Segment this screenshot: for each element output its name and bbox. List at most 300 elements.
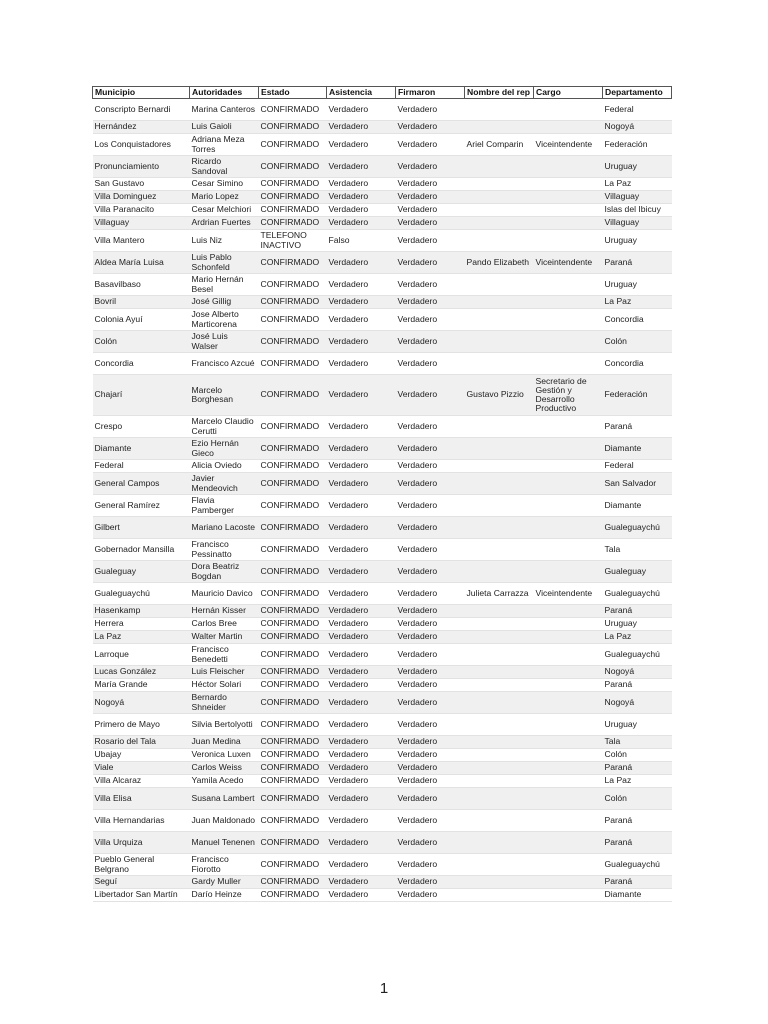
table-cell [465, 438, 534, 460]
table-row [93, 331, 672, 353]
table-cell: Villa Paranacito [93, 204, 190, 217]
table-cell [465, 810, 534, 832]
table-cell: CONFIRMADO [259, 375, 327, 416]
table-cell: Mario Lopez [190, 191, 259, 204]
table-cell: Marina Canteros [190, 99, 259, 121]
table-cell: CONFIRMADO [259, 353, 327, 375]
table-row [93, 561, 672, 583]
table-cell: CONFIRMADO [259, 854, 327, 876]
table-cell: Verdadero [327, 331, 396, 353]
table-cell: Nogoyá [603, 121, 672, 134]
table-cell: Verdadero [327, 605, 396, 618]
table-cell [534, 178, 603, 191]
table-cell: Mauricio Davico [190, 583, 259, 605]
table-cell: Verdadero [396, 666, 465, 679]
table-cell: Verdadero [396, 178, 465, 191]
table-cell: Verdadero [327, 252, 396, 274]
table-cell [534, 517, 603, 539]
table-cell: CONFIRMADO [259, 775, 327, 788]
table-cell: Julieta Carrazza [465, 583, 534, 605]
table-row [93, 736, 672, 749]
table-cell: CONFIRMADO [259, 644, 327, 666]
table-cell [534, 605, 603, 618]
table-cell: CONFIRMADO [259, 296, 327, 309]
table-cell: Verdadero [327, 644, 396, 666]
table-cell: CONFIRMADO [259, 736, 327, 749]
table-cell [465, 296, 534, 309]
column-header: Autoridades [190, 87, 259, 99]
table-cell: Verdadero [327, 217, 396, 230]
table-cell: Gardy Muller [190, 876, 259, 889]
table-cell: Gilbert [93, 517, 190, 539]
table-cell [465, 517, 534, 539]
table-row [93, 217, 672, 230]
table-cell: Verdadero [396, 810, 465, 832]
table-cell: Carlos Weiss [190, 762, 259, 775]
table-cell: Flavia Pamberger [190, 495, 259, 517]
table-row [93, 309, 672, 331]
table-cell [534, 217, 603, 230]
table-cell [465, 736, 534, 749]
table-cell: Verdadero [396, 889, 465, 902]
table-cell [534, 309, 603, 331]
table-cell: CONFIRMADO [259, 666, 327, 679]
table-cell: Verdadero [396, 217, 465, 230]
table-cell: Verdadero [396, 353, 465, 375]
table-cell: Bovril [93, 296, 190, 309]
table-cell: Pando Elizabeth [465, 252, 534, 274]
table-cell [534, 788, 603, 810]
table-cell: Viceintendente [534, 134, 603, 156]
table-row [93, 296, 672, 309]
table-cell: Verdadero [327, 810, 396, 832]
table-cell: Tala [603, 736, 672, 749]
table-cell: Verdadero [327, 854, 396, 876]
table-cell [534, 692, 603, 714]
table-cell: Verdadero [396, 309, 465, 331]
table-row [93, 438, 672, 460]
table-cell: Villa Alcaraz [93, 775, 190, 788]
table-cell [465, 274, 534, 296]
table-cell: Colón [603, 788, 672, 810]
table-cell: Verdadero [327, 134, 396, 156]
table-cell: Colonia Ayuí [93, 309, 190, 331]
table-cell: Uruguay [603, 230, 672, 252]
table-cell: Herrera [93, 618, 190, 631]
table-cell: Verdadero [327, 583, 396, 605]
table-cell: Villa Elisa [93, 788, 190, 810]
table-cell: Islas del Ibicuy [603, 204, 672, 217]
table-cell: Aldea María Luisa [93, 252, 190, 274]
table-cell: Verdadero [327, 353, 396, 375]
table-cell: Verdadero [327, 99, 396, 121]
table-cell [465, 460, 534, 473]
table-cell: San Gustavo [93, 178, 190, 191]
table-cell: Gobernador Mansilla [93, 539, 190, 561]
table-row [93, 692, 672, 714]
table-cell: Dora Beatriz Bogdan [190, 561, 259, 583]
table-cell: Verdadero [396, 156, 465, 178]
table-cell: Verdadero [396, 134, 465, 156]
table-cell: Francisco Fiorotto [190, 854, 259, 876]
table-cell: Yamila Acedo [190, 775, 259, 788]
table-cell: Verdadero [396, 736, 465, 749]
table-cell: Paraná [603, 679, 672, 692]
table-cell: CONFIRMADO [259, 876, 327, 889]
table-cell: Crespo [93, 416, 190, 438]
table-row [93, 714, 672, 736]
table-row [93, 156, 672, 178]
table-row [93, 178, 672, 191]
table-cell: Falso [327, 230, 396, 252]
table-cell: Verdadero [396, 495, 465, 517]
table-cell [534, 631, 603, 644]
table-cell: Concordia [603, 353, 672, 375]
table-cell: Verdadero [396, 561, 465, 583]
table-cell: Libertador San Martín [93, 889, 190, 902]
table-cell: CONFIRMADO [259, 178, 327, 191]
table-cell: Luis Niz [190, 230, 259, 252]
table-cell [534, 832, 603, 854]
table-cell: Villa Dominguez [93, 191, 190, 204]
table-row [93, 605, 672, 618]
column-header: Cargo [534, 87, 603, 99]
table-cell: Verdadero [327, 775, 396, 788]
table-cell: Marcelo Borghesan [190, 375, 259, 416]
table-cell: CONFIRMADO [259, 561, 327, 583]
table-cell: Verdadero [396, 375, 465, 416]
table-row [93, 749, 672, 762]
table-row [93, 204, 672, 217]
table-cell [465, 692, 534, 714]
table-cell: Carlos Bree [190, 618, 259, 631]
table-cell [465, 631, 534, 644]
table-header-row [93, 87, 672, 99]
table-cell: CONFIRMADO [259, 252, 327, 274]
table-cell [534, 156, 603, 178]
table-cell: Verdadero [396, 788, 465, 810]
table-cell: Verdadero [396, 749, 465, 762]
table-cell: Verdadero [396, 605, 465, 618]
table-cell: Verdadero [396, 517, 465, 539]
table-cell: Verdadero [396, 252, 465, 274]
table-cell: Verdadero [396, 99, 465, 121]
table-cell: Verdadero [327, 473, 396, 495]
table-cell [534, 353, 603, 375]
table-cell [465, 679, 534, 692]
column-header: Estado [259, 87, 327, 99]
table-cell: Marcelo Claudio Cerutti [190, 416, 259, 438]
table-cell: Ezio Hernán Gieco [190, 438, 259, 460]
table-row [93, 788, 672, 810]
table-cell: José Gillig [190, 296, 259, 309]
table-cell: Verdadero [396, 204, 465, 217]
table-cell: Hernández [93, 121, 190, 134]
table-body [93, 99, 672, 902]
table-cell: Ricardo Sandoval [190, 156, 259, 178]
table-cell: Lucas González [93, 666, 190, 679]
table-cell: CONFIRMADO [259, 692, 327, 714]
table-cell: Gualeguaychú [93, 583, 190, 605]
table-cell: Luis Pablo Schonfeld [190, 252, 259, 274]
table-cell [465, 309, 534, 331]
table-cell [465, 230, 534, 252]
table-cell: Federal [93, 460, 190, 473]
table-cell [534, 495, 603, 517]
table-cell: Paraná [603, 876, 672, 889]
table-cell: Los Conquistadores [93, 134, 190, 156]
table-cell: Pueblo General Belgrano [93, 854, 190, 876]
table-cell: CONFIRMADO [259, 99, 327, 121]
table-cell: Verdadero [396, 876, 465, 889]
table-cell: Villa Urquiza [93, 832, 190, 854]
table-cell [465, 331, 534, 353]
table-cell: Darío Heinze [190, 889, 259, 902]
table-cell: Uruguay [603, 714, 672, 736]
table-cell: Verdadero [396, 191, 465, 204]
table-cell: CONFIRMADO [259, 788, 327, 810]
table-cell: Paraná [603, 252, 672, 274]
table-cell: Silvia Bertolyotti [190, 714, 259, 736]
table-cell: Alicia Oviedo [190, 460, 259, 473]
table-cell [534, 561, 603, 583]
page-number: 1 [379, 980, 389, 997]
table-cell: Uruguay [603, 618, 672, 631]
table-cell [465, 156, 534, 178]
table-row [93, 416, 672, 438]
table-cell [534, 666, 603, 679]
table-cell: Ubajay [93, 749, 190, 762]
table-row [93, 679, 672, 692]
table-cell: Gualeguay [93, 561, 190, 583]
table-row [93, 876, 672, 889]
table-cell: CONFIRMADO [259, 495, 327, 517]
table-cell: Villaguay [93, 217, 190, 230]
table-cell: Juan Maldonado [190, 810, 259, 832]
table-cell: Verdadero [327, 889, 396, 902]
table-cell: Verdadero [327, 416, 396, 438]
table-row [93, 353, 672, 375]
table-cell: Verdadero [327, 274, 396, 296]
table-row [93, 473, 672, 495]
table-cell: Federal [603, 99, 672, 121]
table-cell: CONFIRMADO [259, 583, 327, 605]
table-cell: Luis Fleischer [190, 666, 259, 679]
table-row [93, 134, 672, 156]
table-cell: Verdadero [396, 438, 465, 460]
table-cell: Verdadero [396, 416, 465, 438]
table-cell: Secretario de Gestión y Desarrollo Productivo [534, 375, 603, 416]
table-cell: Verdadero [396, 331, 465, 353]
table-cell [465, 854, 534, 876]
table-cell [465, 495, 534, 517]
table-row [93, 191, 672, 204]
table-cell [534, 539, 603, 561]
table-cell: Ardrian Fuertes [190, 217, 259, 230]
table-row [93, 252, 672, 274]
table-cell: CONFIRMADO [259, 889, 327, 902]
table-row [93, 539, 672, 561]
table-cell [534, 889, 603, 902]
table-cell: Verdadero [327, 788, 396, 810]
table-cell: Susana Lambert [190, 788, 259, 810]
table-cell: Verdadero [327, 631, 396, 644]
table-cell: Federal [603, 460, 672, 473]
column-header: Firmaron [396, 87, 465, 99]
table-cell [465, 889, 534, 902]
table-cell: Diamante [603, 438, 672, 460]
table-cell [465, 832, 534, 854]
table-cell [534, 618, 603, 631]
table-cell: Verdadero [327, 296, 396, 309]
table-cell: Verdadero [327, 692, 396, 714]
table-cell: CONFIRMADO [259, 539, 327, 561]
table-cell: CONFIRMADO [259, 473, 327, 495]
table-cell: Paraná [603, 832, 672, 854]
table-cell: CONFIRMADO [259, 217, 327, 230]
table-cell: Verdadero [396, 854, 465, 876]
table-cell: Verdadero [327, 191, 396, 204]
table-row [93, 121, 672, 134]
table-cell: Verdadero [327, 517, 396, 539]
table-cell [465, 353, 534, 375]
table-cell: Gualeguaychú [603, 517, 672, 539]
table-cell: Francisco Benedetti [190, 644, 259, 666]
table-cell: Verdadero [396, 460, 465, 473]
table-cell: Uruguay [603, 274, 672, 296]
table-cell: Javier Mendeovich [190, 473, 259, 495]
table-cell: Colón [603, 749, 672, 762]
table-cell: Verdadero [396, 121, 465, 134]
table-cell [465, 178, 534, 191]
table-cell: Verdadero [396, 631, 465, 644]
table-cell: Verdadero [396, 832, 465, 854]
table-cell [465, 605, 534, 618]
table-cell: General Campos [93, 473, 190, 495]
table-cell: Verdadero [327, 618, 396, 631]
table-cell [534, 644, 603, 666]
table-cell [465, 191, 534, 204]
table-cell: Verdadero [396, 679, 465, 692]
table-cell: Concordia [93, 353, 190, 375]
table-cell [534, 274, 603, 296]
table-row [93, 666, 672, 679]
table-cell: Verdadero [327, 438, 396, 460]
table-cell: Hernán Kisser [190, 605, 259, 618]
table-cell [465, 416, 534, 438]
table-row [93, 775, 672, 788]
table-cell [534, 204, 603, 217]
table-cell: Verdadero [396, 618, 465, 631]
table-cell: Verdadero [327, 204, 396, 217]
table-cell [534, 775, 603, 788]
table-cell: Verdadero [327, 309, 396, 331]
table-cell: Seguí [93, 876, 190, 889]
table-cell: Verdadero [396, 644, 465, 666]
table-row [93, 583, 672, 605]
table-cell: Verdadero [327, 736, 396, 749]
table-cell: Walter Martin [190, 631, 259, 644]
table-cell [534, 416, 603, 438]
table-cell: CONFIRMADO [259, 121, 327, 134]
table-cell: Colón [603, 331, 672, 353]
table-cell: CONFIRMADO [259, 191, 327, 204]
table-row [93, 889, 672, 902]
table-cell: Adriana Meza Torres [190, 134, 259, 156]
table-cell [465, 714, 534, 736]
municipios-table [92, 86, 672, 902]
table-cell: Viceintendente [534, 583, 603, 605]
table-cell: Verdadero [327, 495, 396, 517]
table-cell: La Paz [603, 775, 672, 788]
table-cell [534, 876, 603, 889]
table-cell: La Paz [603, 631, 672, 644]
table-cell [534, 331, 603, 353]
table-cell: Pronunciamiento [93, 156, 190, 178]
table-cell [465, 473, 534, 495]
table-cell [534, 679, 603, 692]
table-cell: Veronica Luxen [190, 749, 259, 762]
table-cell: Francisco Azcué [190, 353, 259, 375]
table-cell [534, 736, 603, 749]
table-cell [465, 666, 534, 679]
table-cell: Verdadero [327, 121, 396, 134]
table-cell: Primero de Mayo [93, 714, 190, 736]
table-cell: Mariano Lacoste [190, 517, 259, 539]
table-cell: Jose Alberto Marticorena [190, 309, 259, 331]
table-cell: CONFIRMADO [259, 438, 327, 460]
table-cell: Verdadero [327, 832, 396, 854]
table-cell: Verdadero [396, 714, 465, 736]
table-row [93, 99, 672, 121]
table-cell: Verdadero [396, 775, 465, 788]
table-cell [534, 121, 603, 134]
table-cell: Cesar Simino [190, 178, 259, 191]
table-cell: Verdadero [396, 296, 465, 309]
table-cell: Federación [603, 375, 672, 416]
table-cell: Gualeguaychú [603, 854, 672, 876]
table-cell: CONFIRMADO [259, 331, 327, 353]
table-row [93, 618, 672, 631]
table-cell: Francisco Pessinatto [190, 539, 259, 561]
table-row [93, 495, 672, 517]
table-cell [465, 204, 534, 217]
table-cell: Luis Gaioli [190, 121, 259, 134]
table-row [93, 375, 672, 416]
table-cell: Villa Mantero [93, 230, 190, 252]
table-cell: CONFIRMADO [259, 274, 327, 296]
table-cell: Viceintendente [534, 252, 603, 274]
table-cell: Verdadero [396, 473, 465, 495]
table-row [93, 762, 672, 775]
table-cell [465, 618, 534, 631]
table-cell [534, 714, 603, 736]
table-cell [534, 810, 603, 832]
table-cell: CONFIRMADO [259, 810, 327, 832]
column-header: Nombre del rep [465, 87, 534, 99]
table-cell: Diamante [603, 495, 672, 517]
table-cell [534, 438, 603, 460]
table-cell: Verdadero [327, 762, 396, 775]
table-cell: Verdadero [327, 666, 396, 679]
table-cell: Basavilbaso [93, 274, 190, 296]
table-cell: CONFIRMADO [259, 416, 327, 438]
table-cell: General Ramírez [93, 495, 190, 517]
table-cell [465, 561, 534, 583]
table-cell: Gualeguaychú [603, 583, 672, 605]
table-cell: CONFIRMADO [259, 309, 327, 331]
table-cell: Verdadero [327, 561, 396, 583]
